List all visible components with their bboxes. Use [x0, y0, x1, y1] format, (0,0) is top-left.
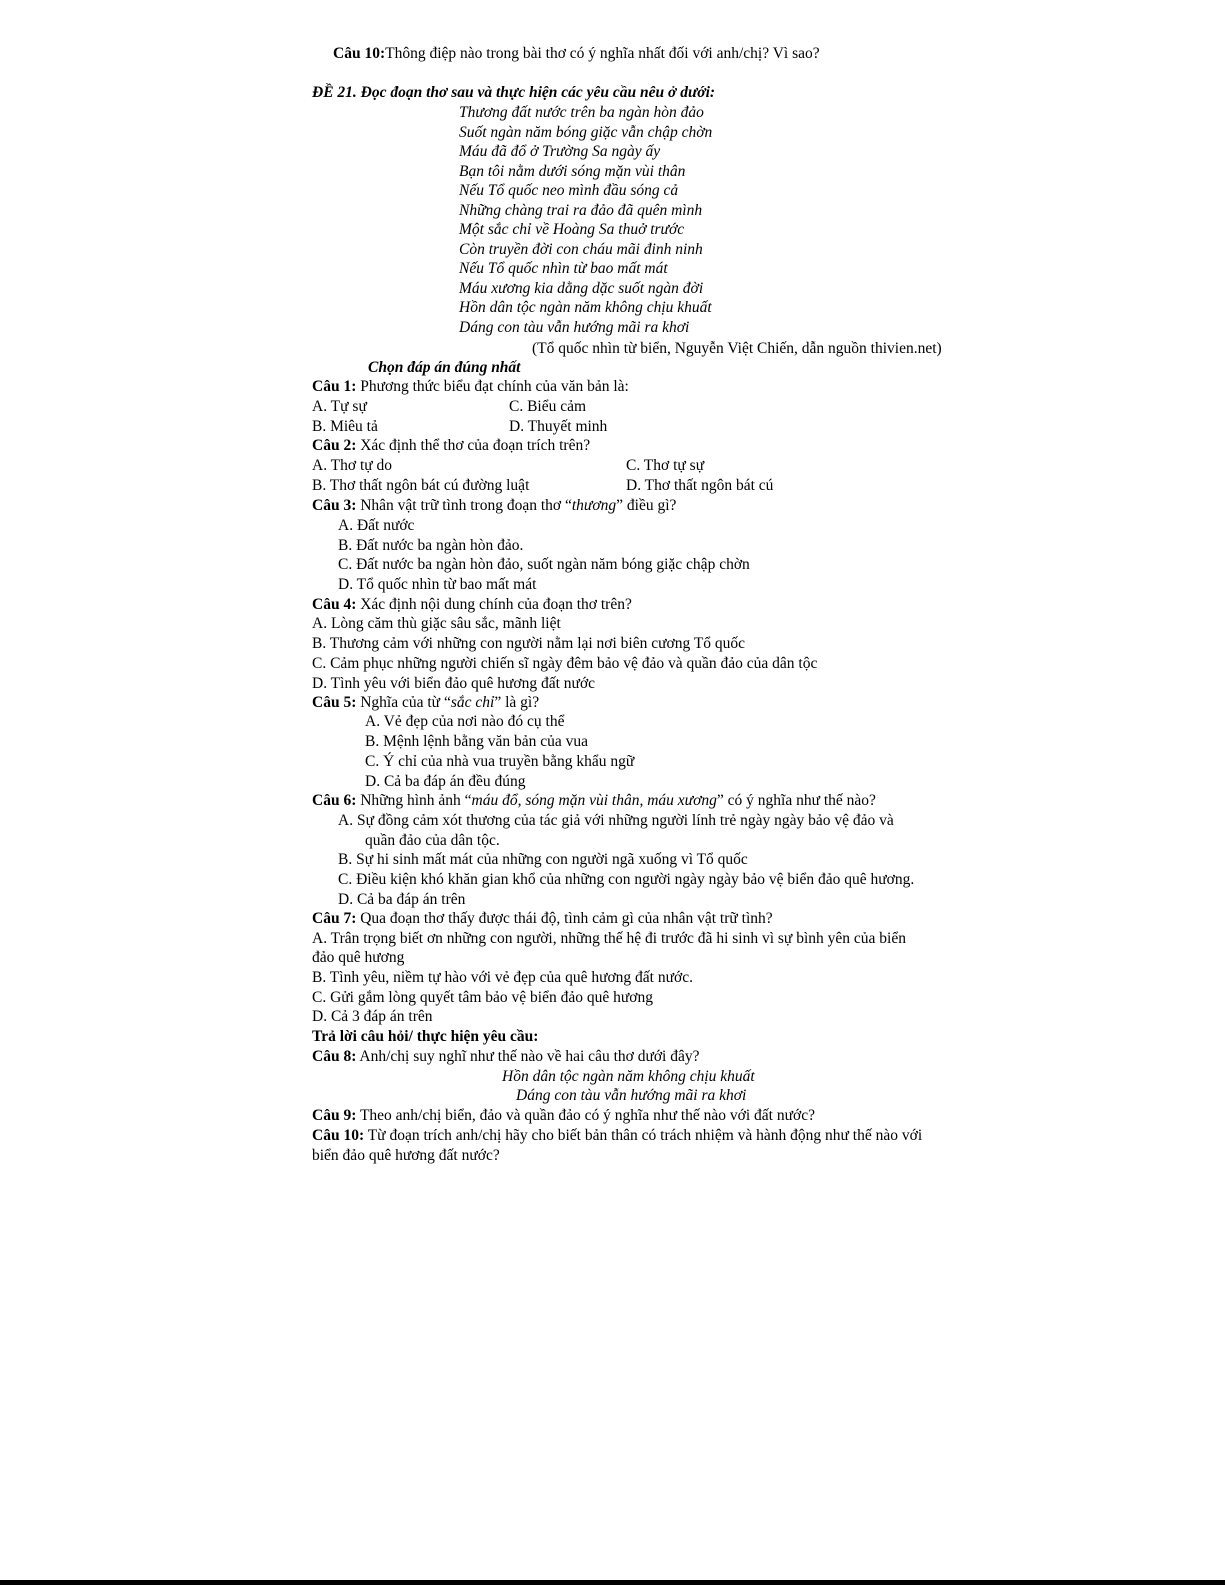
- option: C. Gửi gắm lòng quyết tâm bảo vệ biển đảo quê hương: [312, 989, 653, 1006]
- question-1: [312, 377, 629, 397]
- option-continuation: đảo quê hương: [312, 949, 405, 966]
- poem-line: Dáng con tàu vẫn hướng mãi ra khơi: [459, 319, 690, 336]
- option: D. Thơ thất ngôn bát cú: [626, 477, 774, 494]
- option: C. Cảm phục những người chiến sĩ ngày đêm bảo vệ đảo và quần đảo của dân tộc: [312, 655, 818, 672]
- question-text: Qua đoạn thơ thấy được thái độ, tình cảm gì của nhân vật trữ tình?: [356, 910, 773, 927]
- poem-line: Suốt ngàn năm bóng giặc vẫn chập chờn: [459, 124, 713, 141]
- question-text: Xác định thể thơ của đoạn trích trên?: [356, 437, 591, 454]
- question-label: Câu 1:: [312, 378, 357, 395]
- question-text: Xác định nội dung chính của đoạn thơ trên?: [356, 596, 632, 613]
- option: D. Tình yêu với biển đảo quê hương đất nước: [312, 675, 596, 692]
- question-label: Câu 5:: [312, 694, 357, 711]
- option: B. Mệnh lệnh bằng văn bản của vua: [365, 733, 588, 750]
- question-text: Anh/chị suy nghĩ như thế nào về hai câu thơ dưới đây?: [356, 1048, 700, 1065]
- option: D. Cả 3 đáp án trên: [312, 1008, 433, 1025]
- option: B. Thương cảm với những con người nằm lại nơi biên cương Tổ quốc: [312, 635, 746, 652]
- answer-heading: Trả lời câu hỏi/ thực hiện yêu cầu:: [312, 1028, 539, 1045]
- question-label: Câu 3:: [312, 497, 357, 514]
- option: B. Miêu tả: [312, 418, 378, 435]
- intro-question-label: Câu 10:: [333, 45, 386, 62]
- option: B. Thơ thất ngôn bát cú đường luật: [312, 477, 530, 494]
- option: D. Tổ quốc nhìn từ bao mất mát: [338, 576, 537, 593]
- option: A. Đất nước: [338, 517, 415, 534]
- poem-line: Hồn dân tộc ngàn năm không chịu khuất: [459, 299, 712, 316]
- question-label: Câu 8:: [312, 1048, 357, 1065]
- question-text: Nhân vật trữ tình trong đoạn thơ “: [356, 497, 572, 514]
- question-text: ” có ý nghĩa như thế nào?: [716, 792, 876, 809]
- poem-line: Thương đất nước trên ba ngàn hòn đảo: [459, 104, 704, 121]
- question-text: Những hình ảnh “: [356, 792, 472, 809]
- poem-line: Nếu Tổ quốc neo mình đầu sóng cả: [459, 182, 679, 199]
- intro-question-text: Thông điệp nào trong bài thơ có ý nghĩa nhất đối với anh/chị? Vì sao?: [385, 45, 820, 62]
- option: D. Thuyết minh: [509, 418, 608, 435]
- option: C. Ý chỉ của nhà vua truyền bằng khẩu ngữ: [365, 753, 635, 770]
- option-continuation: quần đảo của dân tộc.: [365, 832, 500, 849]
- question-text-italic: sắc chỉ: [450, 694, 495, 711]
- option: D. Cả ba đáp án đều đúng: [365, 773, 526, 790]
- question-text: ” là gì?: [494, 694, 540, 711]
- quoted-verse: Hồn dân tộc ngàn năm không chịu khuất: [502, 1068, 755, 1085]
- question-9: [312, 1106, 815, 1126]
- question-text-continuation: biển đảo quê hương đất nước?: [312, 1147, 500, 1164]
- option: C. Thơ tự sự: [626, 457, 705, 474]
- option: A. Sự đồng cảm xót thương của tác giả với những người lính trẻ ngày ngày bảo vệ đảo và: [338, 812, 894, 829]
- question-text: ” điều gì?: [616, 497, 677, 514]
- option: C. Đất nước ba ngàn hòn đảo, suốt ngàn năm bóng giặc chập chờn: [338, 556, 750, 573]
- question-label: Câu 9:: [312, 1107, 357, 1124]
- option: B. Đất nước ba ngàn hòn đảo.: [338, 537, 524, 554]
- question-label: Câu 10:: [312, 1127, 365, 1144]
- question-label: Câu 7:: [312, 910, 357, 927]
- option: B. Sự hi sinh mất mát của những con người ngã xuống vì Tổ quốc: [338, 851, 748, 868]
- choose-heading: Chọn đáp án đúng nhất: [368, 359, 521, 376]
- poem-line: Còn truyền đời con cháu mãi đinh ninh: [459, 241, 703, 258]
- question-label: Câu 4:: [312, 596, 357, 613]
- option: A. Vẻ đẹp của nơi nào đó cụ thể: [365, 713, 565, 730]
- poem-line: Một sắc chỉ về Hoàng Sa thuở trước: [459, 221, 685, 238]
- question-8: [312, 1047, 700, 1067]
- poem-line: Máu đã đổ ở Trường Sa ngày ấy: [459, 143, 661, 160]
- poem-line: Bạn tôi nằm dưới sóng mặn vùi thân: [459, 163, 686, 180]
- exercise-heading: ĐỀ 21. Đọc đoạn thơ sau và thực hiện các yêu cầu nêu ở dưới:: [312, 84, 716, 101]
- question-4: [312, 595, 632, 615]
- poem-line: Máu xương kia dằng dặc suốt ngàn đời: [459, 280, 704, 297]
- question-text: Phương thức biểu đạt chính của văn bản là:: [356, 378, 629, 395]
- question-text: Từ đoạn trích anh/chị hãy cho biết bản thân có trách nhiệm và hành động như thế nào với: [364, 1127, 923, 1144]
- question-text-italic: máu đổ, sóng mặn vùi thân, máu xương: [471, 792, 717, 809]
- option: C. Điều kiện khó khăn gian khổ của những con người ngày ngày bảo vệ biển đảo quê hương.: [338, 871, 915, 888]
- question-text: Nghĩa của từ “: [356, 694, 451, 711]
- option: B. Tình yêu, niềm tự hào với vẻ đẹp của quê hương đất nước.: [312, 969, 693, 986]
- question-10: [312, 1126, 922, 1146]
- question-text-italic: thương: [571, 497, 617, 514]
- option: A. Lòng căm thù giặc sâu sắc, mãnh liệt: [312, 615, 561, 632]
- quoted-verse: Dáng con tàu vẫn hướng mãi ra khơi: [516, 1087, 747, 1104]
- question-label: Câu 2:: [312, 437, 357, 454]
- question-label: Câu 6:: [312, 792, 357, 809]
- option: A. Tự sự: [312, 398, 367, 415]
- poem-source: (Tổ quốc nhìn từ biển, Nguyễn Việt Chiến, dẫn nguồn thivien.net): [532, 340, 942, 357]
- poem-line: Nếu Tổ quốc nhìn từ bao mất mát: [459, 260, 668, 277]
- intro-question: [333, 44, 820, 64]
- option: A. Thơ tự do: [312, 457, 393, 474]
- question-text: Theo anh/chị biển, đảo và quần đảo có ý nghĩa như thế nào với đất nước?: [356, 1107, 815, 1124]
- option: C. Biểu cảm: [509, 398, 587, 415]
- question-7: [312, 909, 773, 929]
- option: A. Trân trọng biết ơn những con người, những thế hệ đi trước đã hi sinh vì sự bình yên của biển: [312, 930, 906, 947]
- question-6: [312, 791, 876, 811]
- question-5: [312, 693, 539, 713]
- bottom-border: [0, 1580, 1225, 1585]
- option: D. Cả ba đáp án trên: [338, 891, 466, 908]
- question-2: [312, 436, 590, 456]
- question-3: [312, 496, 676, 516]
- poem-line: Những chàng trai ra đảo đã quên mình: [459, 202, 703, 219]
